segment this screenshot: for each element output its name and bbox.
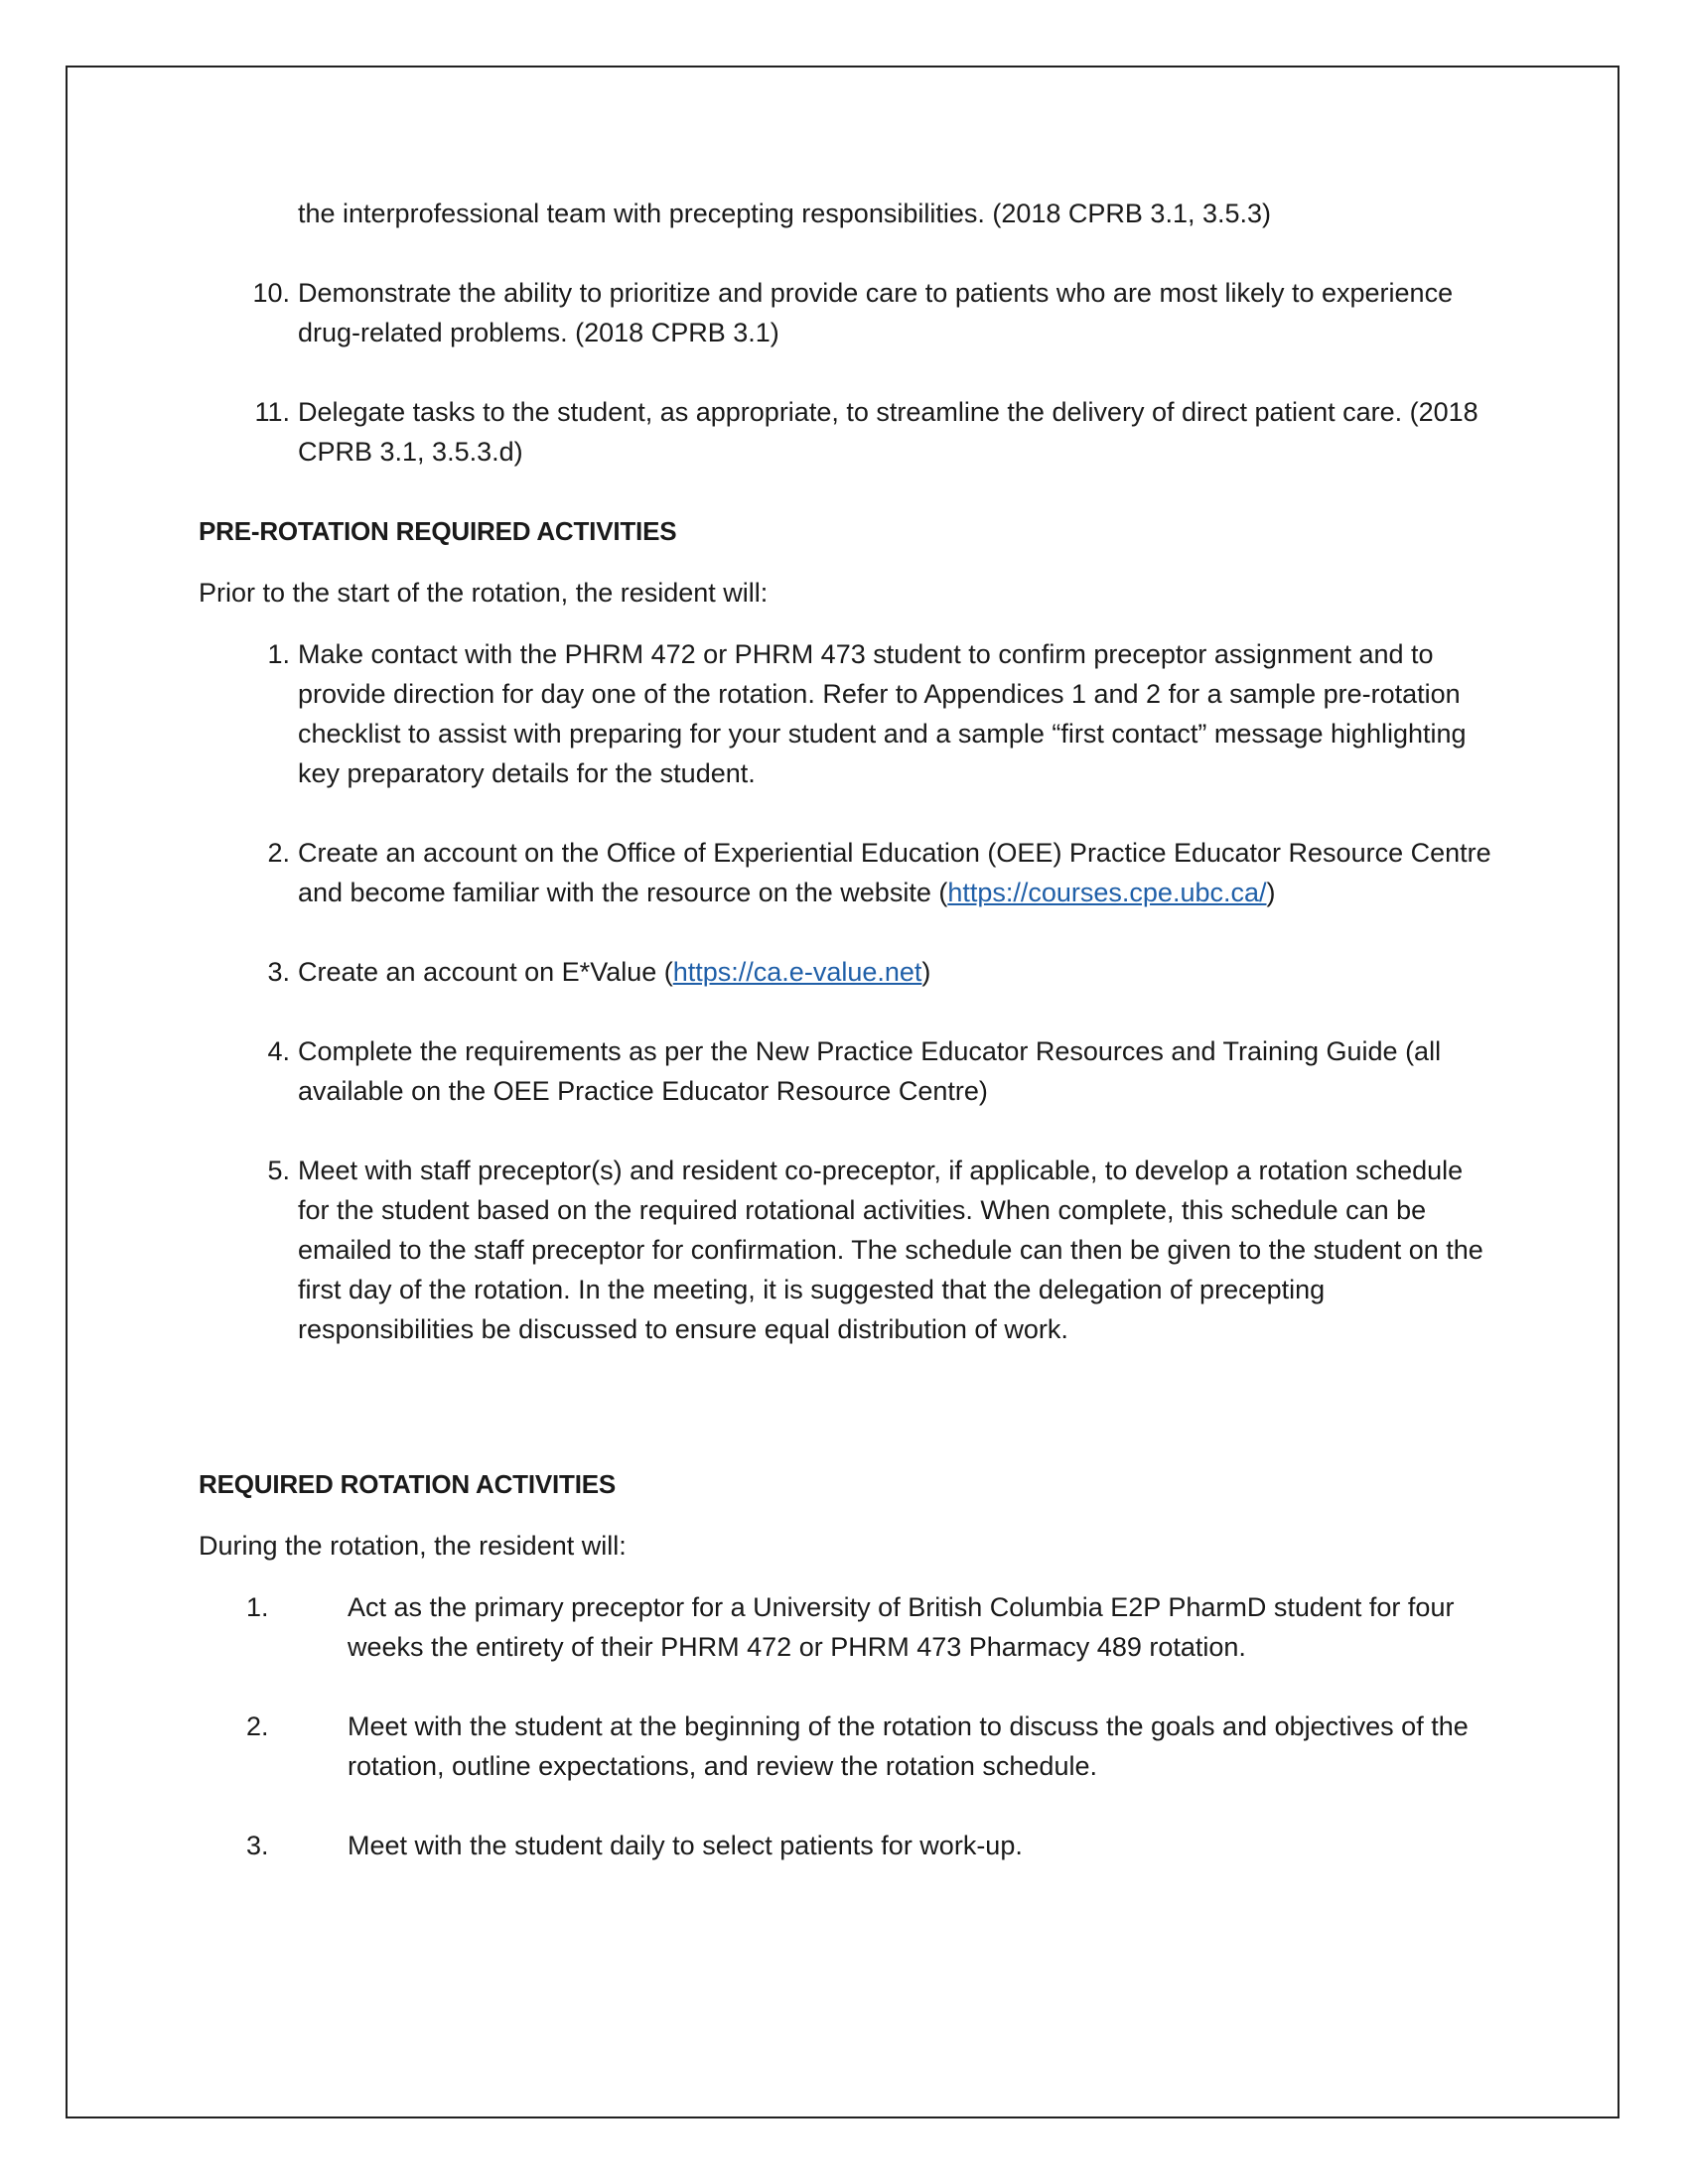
- list-item: [199, 1706, 1499, 1786]
- list-item-continuation: [199, 194, 1499, 233]
- list-item-text: Demonstrate the ability to prioritize and provide care to patients who are most likely to experience drug-related problems. (2018 CPRB 3.1): [298, 278, 1454, 347]
- list-item: [199, 833, 1499, 912]
- section-heading-pre-rotation: PRE-ROTATION REQUIRED ACTIVITIES: [199, 516, 677, 546]
- pre-rotation-list: [199, 634, 1499, 1349]
- list-item: [199, 634, 1499, 793]
- list-item-text: Meet with staff preceptor(s) and resident co-preceptor, if applicable, to develop a rotation schedule for the student based on the required rotational activities. When complete, this schedule can be emailed to the staff preceptor for confirmation. The schedule can then be given to the student on the first day of the rotation. In the meeting, it is suggested that the delegation of precepting responsibilities be discussed to ensure equal distribution of work.: [298, 1156, 1483, 1344]
- list-item-number: 5.: [267, 1156, 290, 1185]
- list-item-text: Meet with the student at the beginning of the rotation to discuss the goals and objectives of the rotation, outline expectations, and review the rotation schedule.: [348, 1711, 1469, 1781]
- list-item-number: 3.: [246, 1831, 269, 1860]
- list-item: [199, 952, 1499, 992]
- list-item-number: 4.: [267, 1036, 290, 1066]
- list-item-number: 10.: [252, 278, 290, 308]
- required-activities-list: [199, 1587, 1499, 1865]
- list-item-text: Complete the requirements as per the New Practice Educator Resources and Training Guide (all available on the OEE Practice Educator Resource Centre): [298, 1036, 1442, 1106]
- list-item-text: Make contact with the PHRM 472 or PHRM 473 student to confirm preceptor assignment and to provide direction for day one of the rotation. Refer to Appendices 1 and 2 for a sample pre-rotation checklist to assist with preparing for your student and a sample “first contact” message highlighting key preparatory details for the student.: [298, 639, 1467, 788]
- section-intro: Prior to the start of the rotation, the resident will:: [199, 578, 769, 608]
- list-item: [199, 1151, 1499, 1349]
- list-item-text: Create an account on E*Value (: [298, 957, 673, 987]
- list-item: [199, 1826, 1499, 1865]
- list-item-number: 2.: [246, 1711, 269, 1741]
- list-item-number: 2.: [267, 838, 290, 868]
- courses-link[interactable]: https://courses.cpe.ubc.ca/: [947, 878, 1267, 907]
- spacer: [199, 1389, 1499, 1436]
- list-item-text: Create an account on the Office of Experiential Education (OEE) Practice Educator Resource Centre and become familiar with the resource on the website (: [298, 838, 1491, 907]
- list-item: [199, 1587, 1499, 1667]
- objectives-list: [199, 194, 1499, 472]
- list-item: [199, 392, 1499, 472]
- section-heading-required: REQUIRED ROTATION ACTIVITIES: [199, 1469, 617, 1499]
- list-item: [199, 1031, 1499, 1111]
- list-item: [199, 273, 1499, 352]
- list-item-text: Delegate tasks to the student, as appropriate, to streamline the delivery of direct patient care. (2018 CPRB 3.1, 3.5.3.d): [298, 397, 1478, 467]
- list-item-number: 1.: [267, 639, 290, 669]
- list-item-text-end: ): [921, 957, 931, 987]
- evalue-link[interactable]: https://ca.e-value.net: [672, 957, 922, 987]
- document-body: [199, 194, 1499, 1905]
- section-intro: During the rotation, the resident will:: [199, 1531, 627, 1561]
- list-item-text: Act as the primary preceptor for a University of British Columbia E2P PharmD student for four weeks the entirety of their PHRM 472 or PHRM 473 Pharmacy 489 rotation.: [348, 1592, 1455, 1662]
- list-item-text-end: ): [1266, 878, 1276, 907]
- list-item-number: 3.: [267, 957, 290, 987]
- list-item-number: 11.: [254, 397, 290, 427]
- list-item-text: the interprofessional team with precepting responsibilities. (2018 CPRB 3.1, 3.5.3): [298, 199, 1272, 228]
- list-item-text: Meet with the student daily to select patients for work-up.: [348, 1831, 1023, 1860]
- list-item-number: 1.: [246, 1592, 269, 1622]
